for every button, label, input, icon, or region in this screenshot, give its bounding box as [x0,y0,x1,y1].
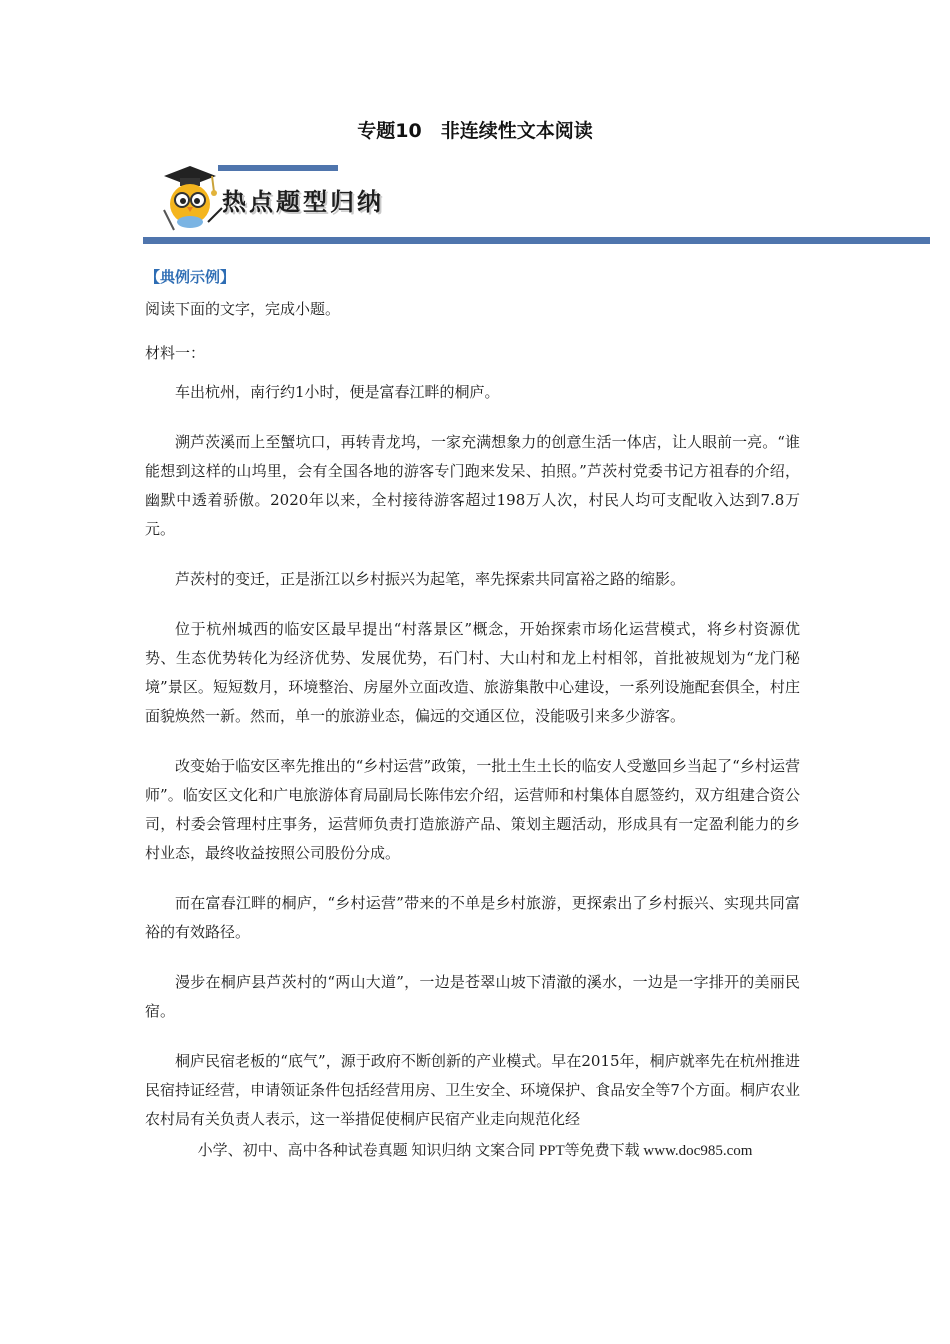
instruction-text: 阅读下面的文字，完成小题。 [145,300,341,318]
banner-divider [143,237,930,244]
footer-text: 小学、初中、高中各种试卷真题 知识归纳 文案合同 PPT等免费下载 www.doc985.com [197,1143,753,1159]
section-label: 【典例示例】 [145,268,236,286]
paragraph: 芦茨村的变迁，正是浙江以乡村振兴为起笔，率先探索共同富裕之路的缩影。 [175,570,686,588]
paragraph: 改变始于临安区率先推出的“乡村运营”政策，一批土生土长的临安人受邀回乡当起了“乡村运营师”。临安区文化和广电旅游体育局副局长陈伟宏介绍，运营师和村集体自愿签约，双方组建合资公司，村委会管理村庄事务，运营师负责打造旅游产品、策划主题活动，形成具有一定盈利能力的乡村业态，最终收益按照公司股份分成。 [145,757,800,862]
paragraph: 溯芦茨溪而上至蟹坑口，再转青龙坞，一家充满想象力的创意生活一体店，让人眼前一亮。“谁能想到这样的山坞里，会有全国各地的游客专门跑来发呆、拍照。”芦茨村党委书记方祖春的介绍，幽默中透着骄傲。2020年以来，全村接待游客超过198万人次，村民人均可支配收入达到7.8万元。 [145,433,800,538]
article-body [145,378,800,1155]
paragraph: 桐庐民宿老板的“底气”，源于政府不断创新的产业模式。早在2015年，桐庐就率先在杭州推进民宿持证经营，申请领证条件包括经营用房、卫生安全、环境保护、食品安全等7个方面。桐庐农业农村局有关负责人表示，这一举措促使桐庐民宿产业走向规范化经 [145,1052,800,1128]
section-banner [150,160,930,250]
paragraph: 漫步在桐庐县芦茨村的“两山大道”，一边是苍翠山坡下清澈的溪水，一边是一字排开的美丽民宿。 [145,973,800,1020]
page-title: 专题10 非连续性文本阅读 [357,120,593,142]
material-label: 材料一： [145,344,206,362]
paragraph: 而在富春江畔的桐庐，“乡村运营”带来的不单是乡村旅游，更探索出了乡村振兴、实现共同富裕的有效路径。 [145,894,800,941]
paragraph: 车出杭州，南行约1小时，便是富春江畔的桐庐。 [175,383,500,401]
owl-graduate-icon [156,160,226,234]
paragraph: 位于杭州城西的临安区最早提出“村落景区”概念，开始探索市场化运营模式，将乡村资源优势、生态优势转化为经济优势、发展优势，石门村、大山村和龙上村相邻，首批被规划为“龙门秘境”景区。短短数月，环境整治、房屋外立面改造、旅游集散中心建设，一系列设施配套俱全，村庄面貌焕然一新。然而，单一的旅游业态，偏远的交通区位，没能吸引来多少游客。 [145,620,800,725]
banner-accent-line [218,165,338,171]
banner-title: 热点题型归纳 [222,187,384,216]
